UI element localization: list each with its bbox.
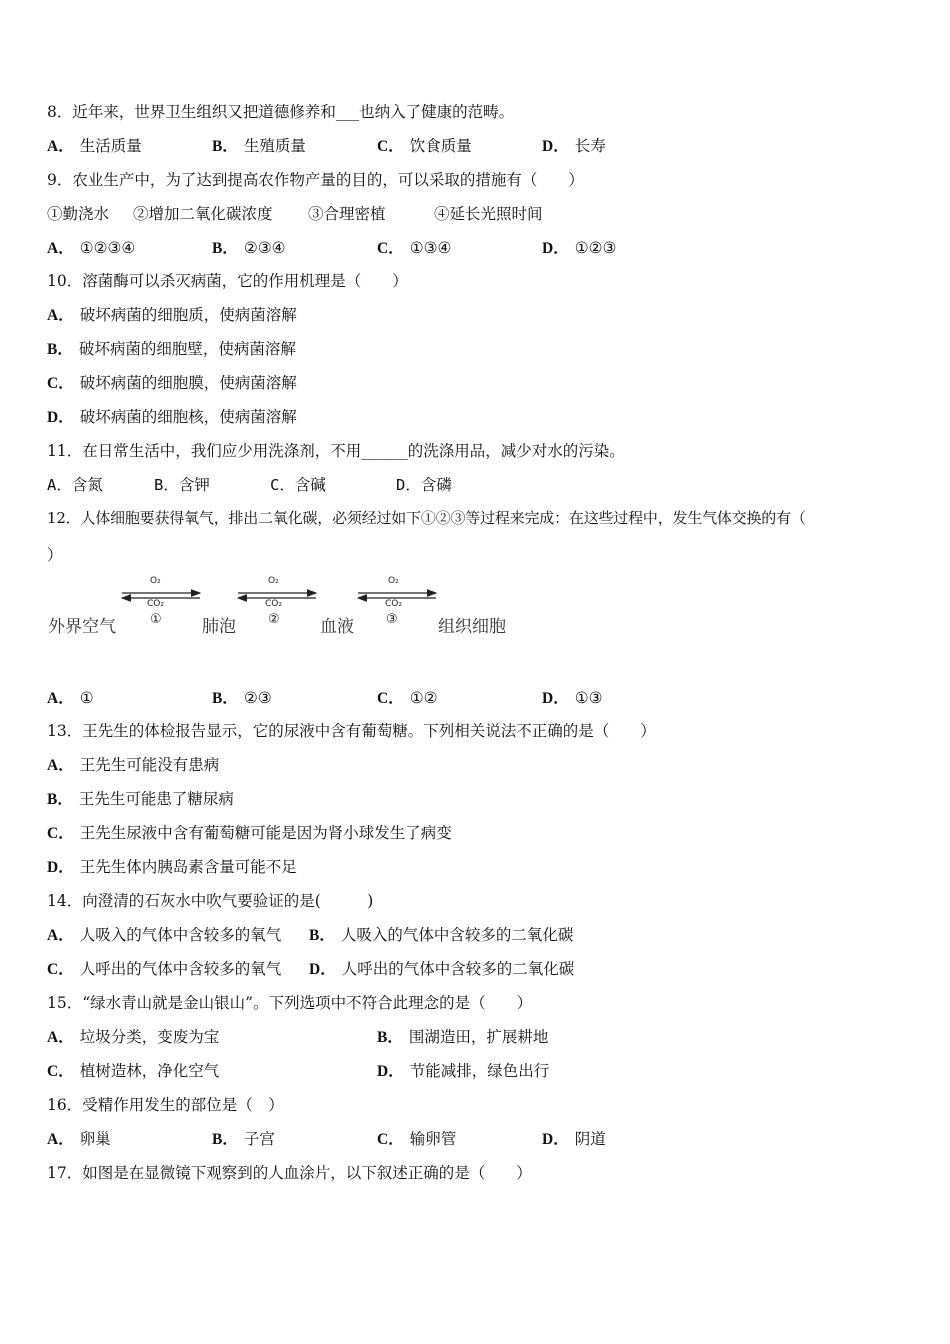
option-letter: D．: [542, 1131, 569, 1148]
q13-stem: 13．王先生的体检报告显示，它的尿液中含有葡萄糖。下列相关说法不正确的是（ ）: [47, 722, 656, 740]
option-text: 破坏病菌的细胞壁，使病菌溶解: [78, 340, 296, 358]
option-text: ①②: [409, 689, 438, 707]
option-letter: D．: [47, 859, 74, 876]
option-text: 输卵管: [409, 1130, 457, 1148]
option-letter: D．: [396, 476, 421, 494]
option-letter: C．: [377, 240, 404, 257]
q9-measure-3: ③合理密植: [308, 205, 386, 223]
node-blood: 血液: [320, 617, 354, 637]
option-letter: C．: [377, 1131, 404, 1148]
option-letter: B．: [212, 138, 238, 155]
arrow-pair-3: [358, 593, 436, 598]
option-text: ①: [79, 689, 94, 707]
option-letter: B．: [212, 240, 238, 257]
option-text: 饮食质量: [409, 137, 472, 155]
q9-option-a: [47, 238, 135, 259]
option-text: 含氮: [71, 476, 103, 494]
q16-option-b: [212, 1129, 275, 1150]
q13-option-a: [47, 755, 219, 776]
option-text: 破坏病菌的细胞质，使病菌溶解: [79, 306, 297, 324]
step-1-marker: ①: [150, 612, 162, 627]
option-letter: A．: [47, 927, 74, 944]
q14-option-b: [309, 925, 573, 946]
option-text: ①③④: [409, 239, 452, 257]
option-text: 破坏病菌的细胞膜，使病菌溶解: [79, 374, 297, 392]
option-text: 阴道: [574, 1130, 606, 1148]
q15-option-d: [377, 1061, 549, 1082]
option-letter: B．: [377, 1029, 403, 1046]
option-letter: B．: [154, 476, 179, 494]
option-letter: B．: [212, 690, 238, 707]
q16-option-a: [47, 1129, 111, 1150]
q10-option-a: [47, 305, 297, 326]
co2-label-1: CO₂: [147, 599, 164, 609]
q13-option-b: [47, 789, 234, 810]
step-2-marker: ②: [268, 612, 280, 627]
co2-label-3: CO₂: [385, 599, 402, 609]
q16-stem: 16．受精作用发生的部位是（ ）: [47, 1096, 284, 1114]
q8-stem: 8．近年来，世界卫生组织又把道德修养和___也纳入了健康的范畴。: [47, 103, 515, 121]
q16-option-d: [542, 1129, 606, 1150]
node-tissue-cells: 组织细胞: [438, 617, 506, 637]
q12-option-b: [212, 688, 272, 709]
option-text: 人呼出的气体中含较多的二氧化碳: [341, 960, 575, 978]
option-text: 卵巢: [79, 1130, 111, 1148]
option-letter: D．: [377, 1063, 404, 1080]
option-letter: A．: [47, 138, 74, 155]
option-letter: C．: [47, 961, 74, 978]
q12-stem: 12．人体细胞要获得氧气，排出二氧化碳，必须经过如下①②③等过程来完成：在这些过程中，发生气体交换的有（: [47, 509, 806, 527]
option-text: 生活质量: [79, 137, 142, 155]
q9-option-c: [377, 238, 451, 259]
option-letter: D．: [309, 961, 336, 978]
q14-option-c: [47, 959, 281, 980]
q12-option-d: [542, 688, 603, 709]
option-text: 子宫: [243, 1130, 275, 1148]
option-letter: A．: [47, 307, 74, 324]
option-letter: C．: [47, 1063, 74, 1080]
q17-stem: 17．如图是在显微镜下观察到的人血涂片，以下叙述正确的是（ ）: [47, 1164, 532, 1182]
node-outside-air: 外界空气: [48, 617, 116, 637]
q11-option-d: [396, 475, 452, 495]
option-text: 植树造林，净化空气: [79, 1062, 220, 1080]
option-text: 王先生可能患了糖尿病: [78, 790, 234, 808]
option-text: 王先生尿液中含有葡萄糖可能是因为肾小球发生了病变: [79, 824, 452, 842]
option-letter: A．: [47, 690, 74, 707]
q15-stem: 15．“绿水青山就是金山银山”。下列选项中不符合此理念的是（ ）: [47, 994, 533, 1012]
q9-measure-4: ④延长光照时间: [434, 205, 543, 223]
option-letter: B．: [47, 791, 73, 808]
q9-option-d: [542, 238, 616, 259]
co2-label-2: CO₂: [265, 599, 282, 609]
option-letter: D．: [542, 138, 569, 155]
option-text: 长寿: [574, 137, 606, 155]
node-alveoli: 肺泡: [202, 617, 236, 637]
step-3-marker: ③: [386, 612, 398, 627]
q9-measure-1: ①勤浇水: [47, 205, 110, 223]
option-text: 破坏病菌的细胞核，使病菌溶解: [79, 408, 297, 426]
option-text: ①②③④: [79, 239, 136, 257]
q15-option-c: [47, 1061, 219, 1082]
q8-option-a: [47, 136, 142, 157]
q10-option-c: [47, 373, 297, 394]
option-letter: C．: [377, 690, 404, 707]
q14-option-a: [47, 925, 281, 946]
option-letter: C．: [47, 825, 74, 842]
option-letter: D．: [542, 240, 569, 257]
option-letter: D．: [47, 409, 74, 426]
q13-option-d: [47, 857, 297, 878]
q8-option-b: [212, 136, 306, 157]
option-letter: B．: [212, 1131, 238, 1148]
arrow-pair-1: [122, 593, 200, 598]
option-text: 人吸入的气体中含较多的氧气: [79, 926, 282, 944]
q10-option-d: [47, 407, 297, 428]
q14-option-d: [309, 959, 574, 980]
option-letter: A．: [47, 240, 74, 257]
option-text: 王先生可能没有患病: [79, 756, 220, 774]
q9-measure-2: ②增加二氧化碳浓度: [133, 205, 273, 223]
option-text: 含钾: [178, 476, 210, 494]
q11-stem: 11．在日常生活中，我们应少用洗涤剂，不用______的洗涤用品，减少对水的污染。: [47, 442, 625, 460]
o2-label-1: O₂: [150, 576, 161, 586]
q12-option-c: [377, 688, 438, 709]
option-text: 人吸入的气体中含较多的二氧化碳: [340, 926, 574, 944]
option-text: 生殖质量: [243, 137, 306, 155]
option-letter: D．: [542, 690, 569, 707]
option-text: 垃圾分类，变废为宝: [79, 1028, 220, 1046]
option-text: ①③: [574, 689, 603, 707]
o2-label-3: O₂: [388, 576, 399, 586]
q8-option-d: [542, 136, 606, 157]
option-text: ②③: [243, 689, 272, 707]
q11-option-c: [270, 475, 326, 495]
option-text: 围湖造田，扩展耕地: [408, 1028, 549, 1046]
q16-option-c: [377, 1129, 456, 1150]
option-letter: A．: [47, 476, 72, 494]
q11-option-a: [47, 475, 103, 495]
option-letter: A．: [47, 757, 74, 774]
q8-option-c: [377, 136, 472, 157]
arrow-pair-2: [238, 593, 316, 598]
option-text: 人呼出的气体中含较多的氧气: [79, 960, 282, 978]
option-letter: A．: [47, 1131, 74, 1148]
option-text: 含碱: [294, 476, 326, 494]
q12-option-a: [47, 688, 94, 709]
o2-label-2: O₂: [268, 576, 279, 586]
q12-stem-cont: ）: [47, 546, 63, 564]
q10-stem: 10．溶菌酶可以杀灭病菌，它的作用机理是（ ）: [47, 272, 408, 290]
q9-stem: 9．农业生产中，为了达到提高农作物产量的目的，可以采取的措施有（ ）: [47, 171, 584, 189]
q9-option-b: [212, 238, 286, 259]
option-text: 含磷: [420, 476, 452, 494]
option-letter: A．: [47, 1029, 74, 1046]
option-letter: B．: [309, 927, 335, 944]
option-letter: C．: [270, 476, 295, 494]
q10-option-b: [47, 339, 296, 360]
option-letter: B．: [47, 341, 73, 358]
option-text: 王先生体内胰岛素含量可能不足: [79, 858, 297, 876]
option-letter: C．: [377, 138, 404, 155]
option-text: ②③④: [243, 239, 286, 257]
option-letter: C．: [47, 375, 74, 392]
q13-option-c: [47, 823, 452, 844]
q14-stem: 14．向澄清的石灰水中吹气要验证的是( ): [47, 892, 374, 910]
q11-option-b: [154, 475, 210, 495]
q15-option-b: [377, 1027, 548, 1048]
q15-option-a: [47, 1027, 219, 1048]
option-text: ①②③: [574, 239, 617, 257]
gas-exchange-diagram: [40, 572, 560, 642]
option-text: 节能减排，绿色出行: [409, 1062, 550, 1080]
